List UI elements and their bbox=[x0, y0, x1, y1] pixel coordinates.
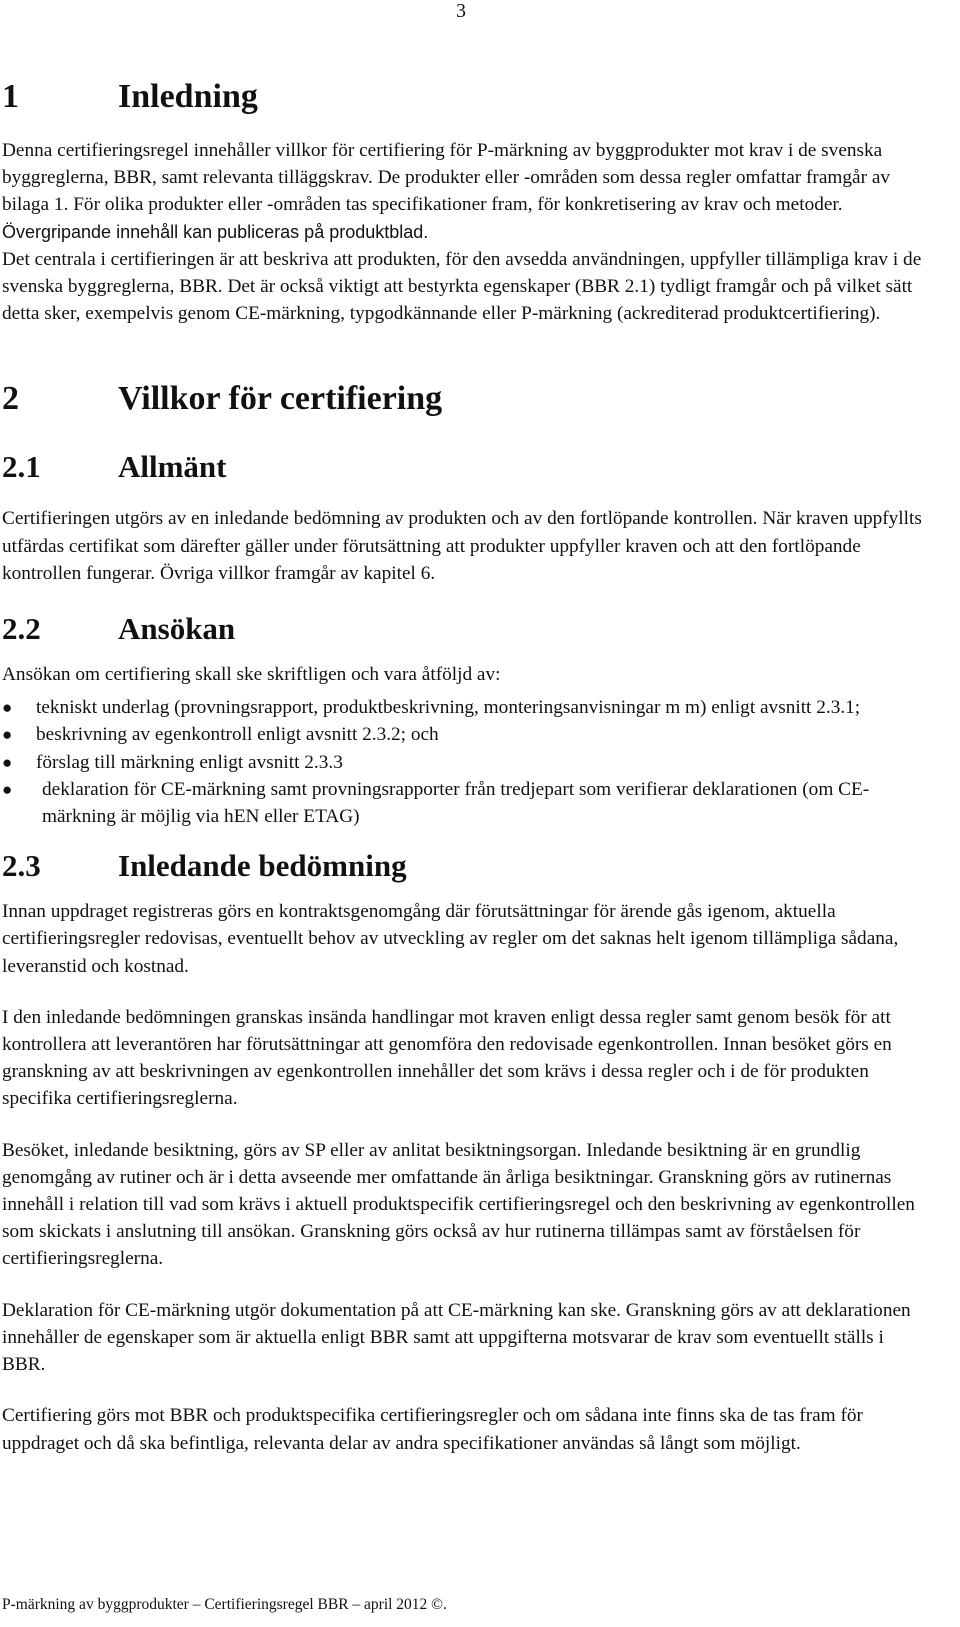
section-title: Inledning bbox=[118, 78, 258, 115]
section-number: 2.1 bbox=[2, 449, 41, 485]
list-item-text: deklaration för CE-märkning samt provningsrapporter från tredjepart som verifierar deklarationen (om CE-märkning är möjlig via hEN eller ETAG) bbox=[42, 778, 870, 828]
bullet-icon: ● bbox=[2, 779, 13, 799]
page-footer: P-märkning av byggprodukter – Certifieringsregel BBR – april 2012 ©. bbox=[2, 1596, 447, 1613]
section-heading-2-1 bbox=[2, 445, 932, 489]
section-title: Ansökan bbox=[118, 611, 236, 647]
document-body bbox=[2, 70, 932, 1457]
section-number: 2 bbox=[2, 380, 19, 418]
list-item-text: förslag till märkning enligt avsnitt 2.3.3 bbox=[36, 751, 343, 773]
paragraph bbox=[2, 137, 932, 246]
list-item bbox=[2, 749, 932, 776]
paragraph: Certifiering görs mot BBR och produktspecifika certifieringsregler och om sådana inte finns ska de tas fram för uppdraget och då ska befintliga, relevanta delar av andra specifikationer användas så långt som möjligt. bbox=[2, 1405, 863, 1454]
section-heading-2 bbox=[2, 375, 932, 423]
paragraph: Det centrala i certifieringen är att beskriva att produkten, för den avsedda användningen, uppfyller tillämpliga krav i de svenska byggreglerna, BBR. Det är också viktigt att bestyrkta egenskaper (BBR 2.1) tydligt framgår och på vilket sätt detta sker, exempelvis genom CE-märkning, typgodkännande eller P-märkning (ackrediterad produktcertifiering). bbox=[2, 248, 922, 325]
paragraph: Innan uppdraget registreras görs en kontraktsgenomgång där förutsättningar för ärende gås igenom, aktuella certifieringsregler redovisas, eventuellt behov av utveckling av regler om det saknas helt igenom tillämpliga sådana, leveranstid och kostnad. bbox=[2, 901, 899, 977]
list-item bbox=[2, 694, 932, 721]
list-item-text: beskrivning av egenkontroll enligt avsnitt 2.3.2; och bbox=[36, 724, 439, 746]
section-heading-2-3 bbox=[2, 844, 932, 888]
section-title: Villkor för certifiering bbox=[118, 380, 443, 418]
bullet-icon: ● bbox=[2, 725, 13, 745]
section-title: Inledande bedömning bbox=[118, 848, 407, 884]
section-heading-1 bbox=[2, 73, 932, 121]
list-item-text: tekniskt underlag (provningsrapport, produktbeskrivning, monteringsanvisningar m m) enligt avsnitt 2.3.1; bbox=[36, 697, 861, 719]
section-number: 2.2 bbox=[2, 611, 41, 647]
list-item bbox=[2, 776, 932, 830]
section-number: 1 bbox=[2, 78, 19, 115]
section-number: 2.3 bbox=[2, 848, 41, 884]
paragraph: Ansökan om certifiering skall ske skriftligen och vara åtföljd av: bbox=[2, 664, 501, 686]
bullet-icon: ● bbox=[2, 698, 13, 718]
bullet-icon: ● bbox=[2, 752, 13, 772]
paragraph: I den inledande bedömningen granskas insända handlingar mot kraven enligt dessa regler samt genom besök för att kontrollera att leverantören har förutsättningar att genomföra den redovisade egenkontrollen. Innan besöket görs en granskning av att beskrivningen av egenkontrollen innehåller det som krävs i dessa regler och i de för produkten specifika certifieringsreglerna. bbox=[2, 1006, 892, 1110]
section-title: Allmänt bbox=[118, 449, 227, 485]
paragraph-text-emphasis: Övergripande innehåll kan publiceras på produktblad. bbox=[2, 221, 429, 242]
section-heading-2-2 bbox=[2, 607, 932, 651]
paragraph: Deklaration för CE-märkning utgör dokumentation på att CE-märkning kan ske. Granskning görs av att deklarationen innehåller de egenskaper som är aktuella enligt BBR samt att uppgifterna motsvarar de krav som eventuellt ställs i BBR. bbox=[2, 1299, 911, 1376]
list-item bbox=[2, 721, 932, 748]
paragraph: Besöket, inledande besiktning, görs av SP eller av anlitat besiktningsorgan. Inledande besiktning är en grundlig genomgång av rutiner och är i detta avseende mer omfattande än årliga besiktningar. Granskning görs av rutinernas innehåll i relation till vad som krävs i aktuell produktspecifik certifieringsregel och den beskrivning av egenkontrollen som skickats i anslutning till ansökan. Granskning görs också av hur rutinerna tillämpas samt av förståelsen för certifieringsreglerna. bbox=[2, 1139, 915, 1270]
bullet-list bbox=[2, 694, 932, 830]
paragraph-text: Denna certifieringsregel innehåller villkor för certifiering för P-märkning av byggprodukter mot krav i de svenska byggreglerna, BBR, samt relevanta tilläggskrav. De produkter eller -områden som dessa regler omfattar framgår av bilaga 1. För olika produkter eller -områden tas specifikationer fram, för konkretisering av krav och metoder. bbox=[2, 140, 891, 216]
paragraph: Certifieringen utgörs av en inledande bedömning av produkten och av den fortlöpande kontrollen. När kraven uppfyllts utfärdas certifikat som därefter gäller under förutsättning att produkter uppfyller kraven och att den fortlöpande kontrollen fungerar. Övriga villkor framgår av kapitel 6. bbox=[2, 508, 922, 584]
page-number: 3 bbox=[456, 0, 466, 22]
